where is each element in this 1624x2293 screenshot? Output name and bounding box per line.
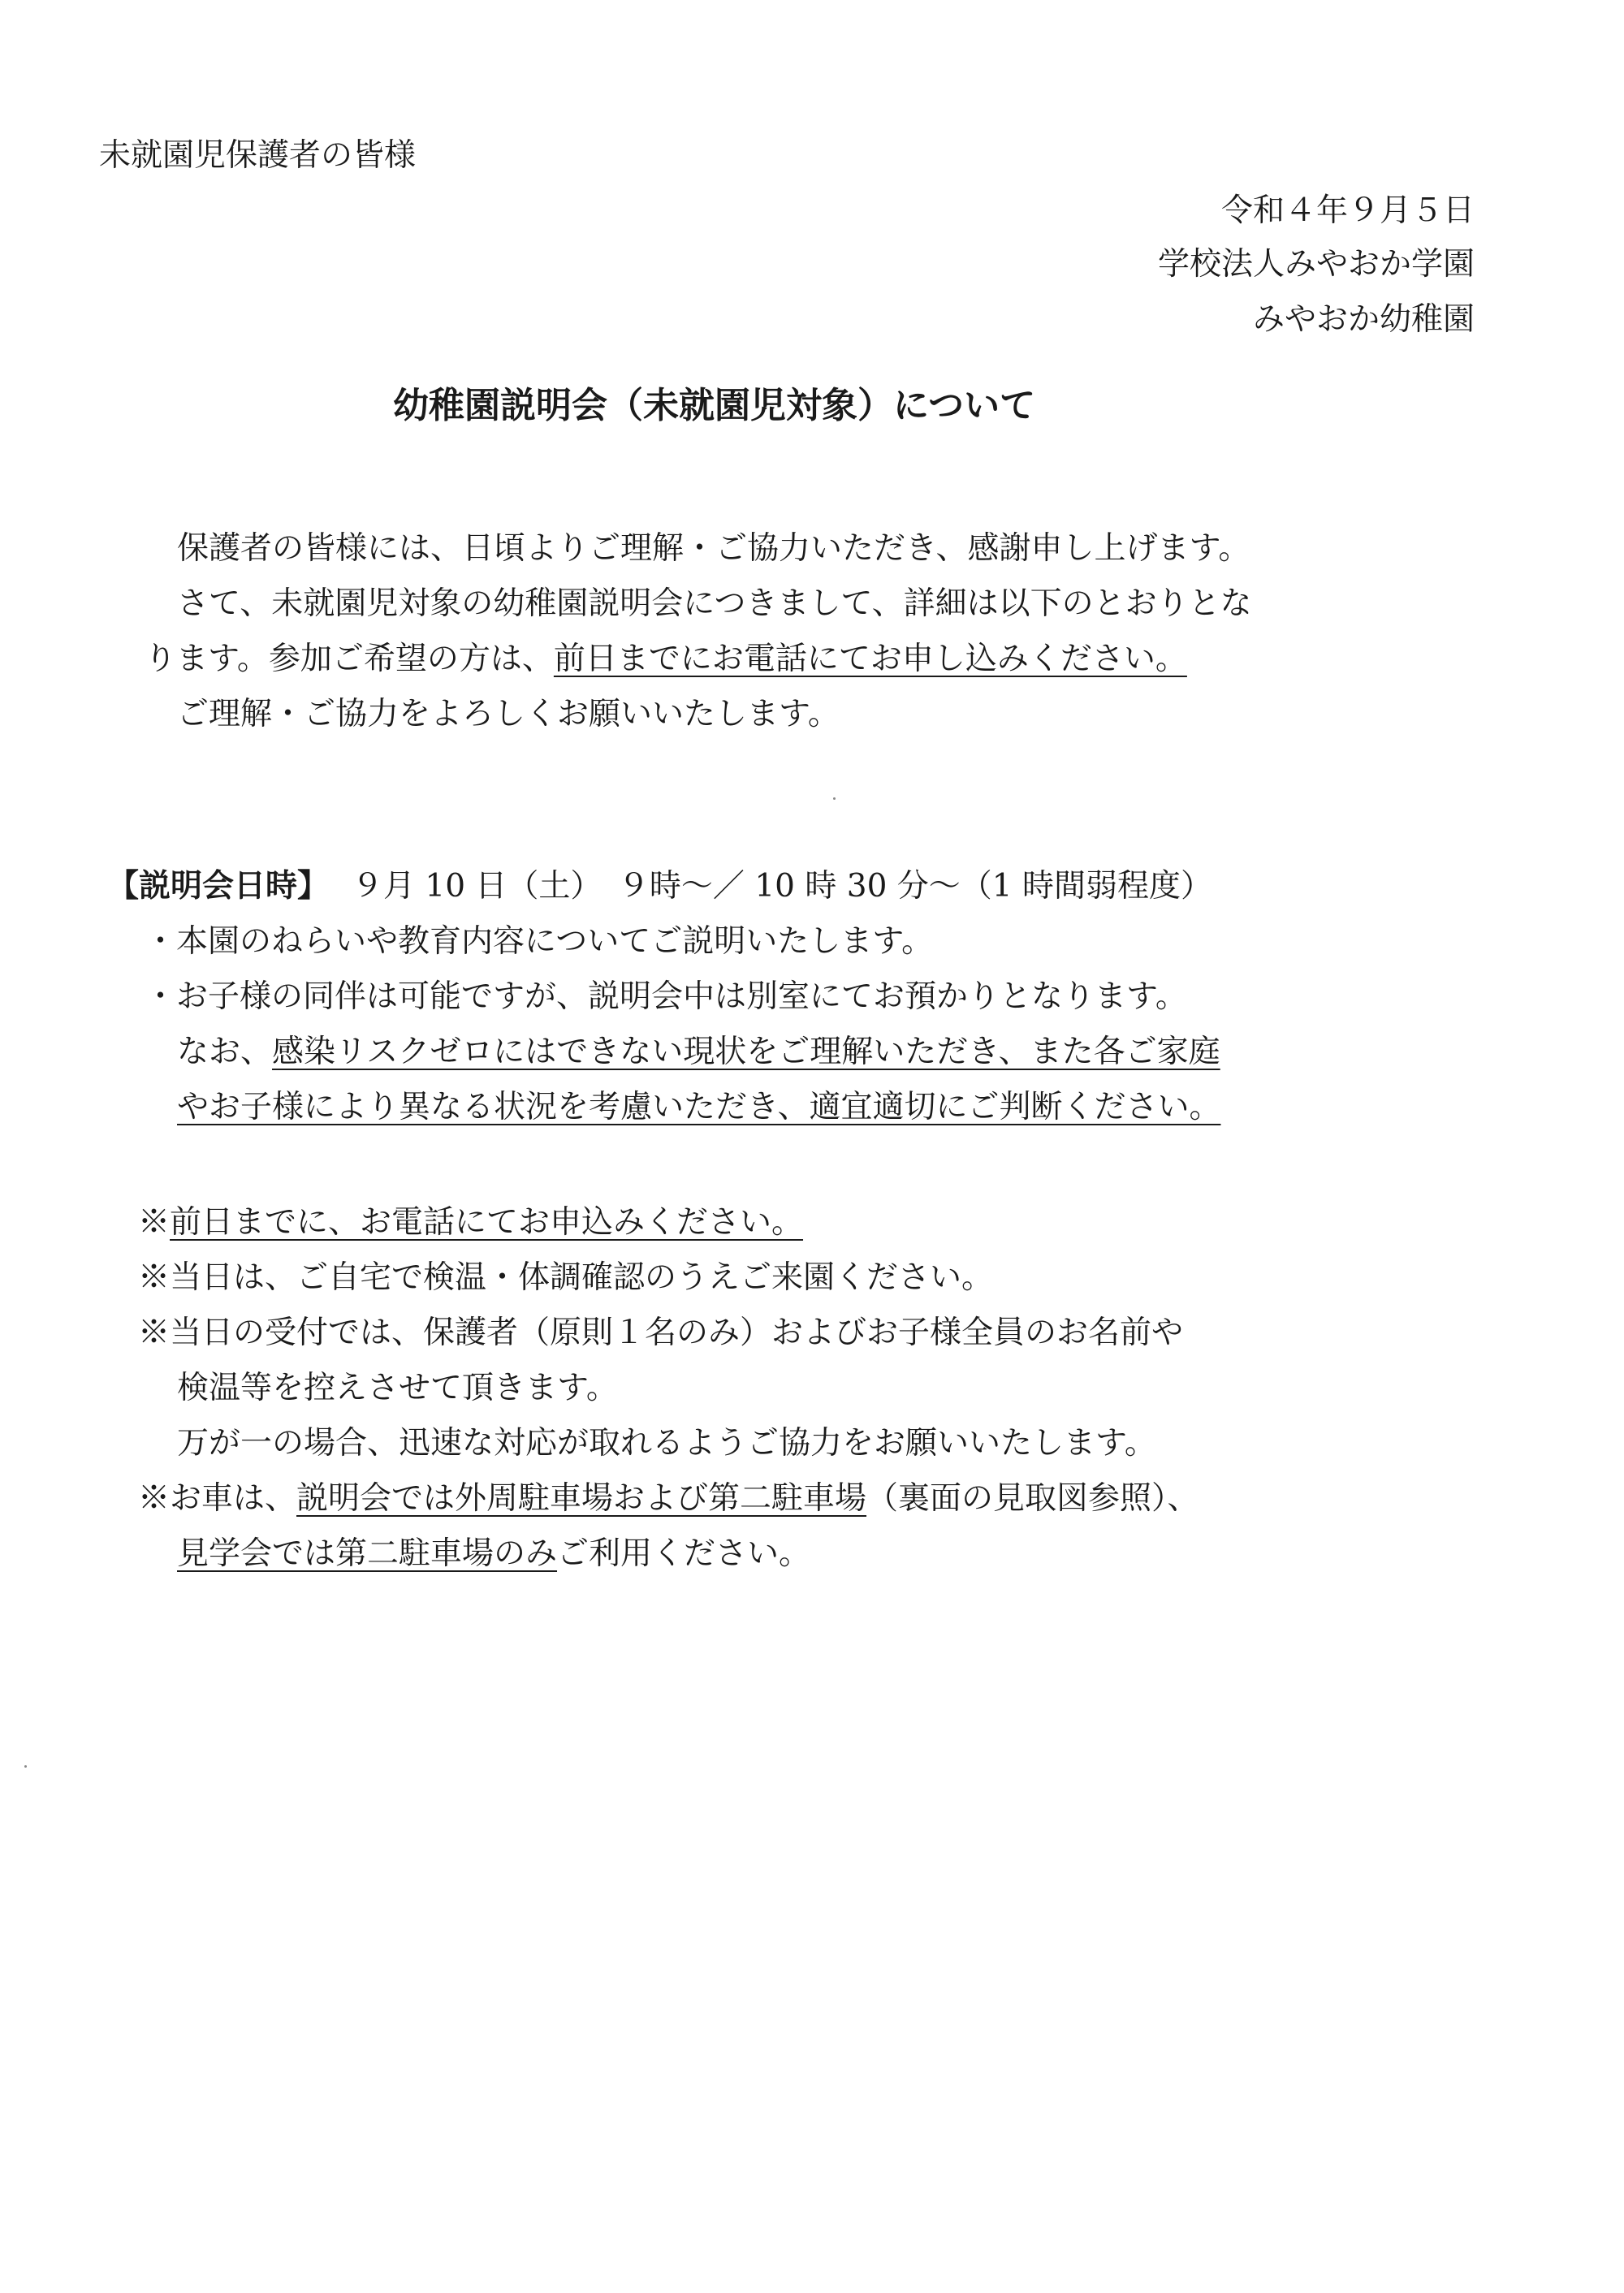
note-1-mark: ※ xyxy=(138,1204,171,1241)
note-3-line-2: 検温等を控えさせて頂きます。 xyxy=(177,1370,618,1406)
intro-line-2: さて、未就園児対象の幼稚園説明会につきまして、詳細は以下のとおりとな xyxy=(177,585,1252,622)
note-1 xyxy=(138,1204,804,1241)
note-4-parking-explanation: 説明会では外周駐車場および第二駐車場 xyxy=(296,1480,867,1517)
note-4-prefix: ※お車は、 xyxy=(138,1480,297,1517)
intro-line-4: ご理解・ご協力をよろしくお願いいたします。 xyxy=(177,696,840,732)
schedule-note-line-1 xyxy=(177,1036,1220,1068)
scan-speck-margin xyxy=(24,1765,27,1768)
note-3-line-3: 万が一の場合、迅速な対応が取れるようご協力をお願いいたします。 xyxy=(177,1425,1156,1462)
note-4-suffix: ご利用ください。 xyxy=(557,1535,811,1572)
note-4-parking-tour: 見学会では第二駐車場のみ xyxy=(177,1535,558,1572)
schedule-note-line-2 xyxy=(177,1091,1220,1123)
scan-speck xyxy=(833,797,836,800)
schedule-label: 【説明会日時】 xyxy=(107,867,330,905)
organization-name: 学校法人みやおか学園 xyxy=(1157,246,1475,283)
note-2: ※当日は、ご自宅で検温・体調確認のうえご来園ください。 xyxy=(138,1259,994,1296)
note-4-line-1 xyxy=(138,1480,1199,1517)
intro-line-3 xyxy=(145,643,1187,675)
schedule-note-prefix: なお、 xyxy=(177,1034,273,1070)
kindergarten-name: みやおか幼稚園 xyxy=(1252,301,1475,338)
note-4-map-reference: （裏面の見取図参照）、 xyxy=(866,1480,1199,1517)
document-title: 幼稚園説明会（未就園児対象）について xyxy=(393,385,1036,426)
addressee: 未就園児保護者の皆様 xyxy=(99,137,417,174)
intro-deadline-note: 前日までにお電話にてお申し込みください。 xyxy=(553,641,1187,677)
schedule-bullet-1: ・本園のねらいや教育内容についてご説明いたします。 xyxy=(145,923,934,960)
intro-line-1: 保護者の皆様には、日頃よりご理解・ご協力いただき、感謝申し上げます。 xyxy=(177,530,1250,567)
schedule-line xyxy=(107,867,1212,905)
intro-line-3-text: ります。参加ご希望の方は、 xyxy=(145,641,554,677)
note-4-line-2 xyxy=(177,1535,811,1572)
schedule-datetime: ９月 10 日（土） ９時～／ 10 時 30 分～（1 時間弱程度） xyxy=(352,868,1212,905)
schedule-bullet-2: ・お子様の同伴は可能ですが、説明会中は別室にてお預かりとなります。 xyxy=(145,978,1187,1015)
schedule-note-underlined-2: やお子様により異なる状況を考慮いただき、適宜適切にご判断ください。 xyxy=(177,1089,1221,1125)
note-1-text: 前日までに、お電話にてお申込みください。 xyxy=(170,1204,804,1241)
note-3-line-1: ※当日の受付では、保護者（原則１名のみ）およびお子様全員のお名前や xyxy=(138,1315,1184,1351)
issue-date: 令和４年９月５日 xyxy=(1220,192,1475,229)
schedule-note-underlined-1: 感染リスクゼロにはできない現状をご理解いただき、また各ご家庭 xyxy=(272,1034,1220,1070)
